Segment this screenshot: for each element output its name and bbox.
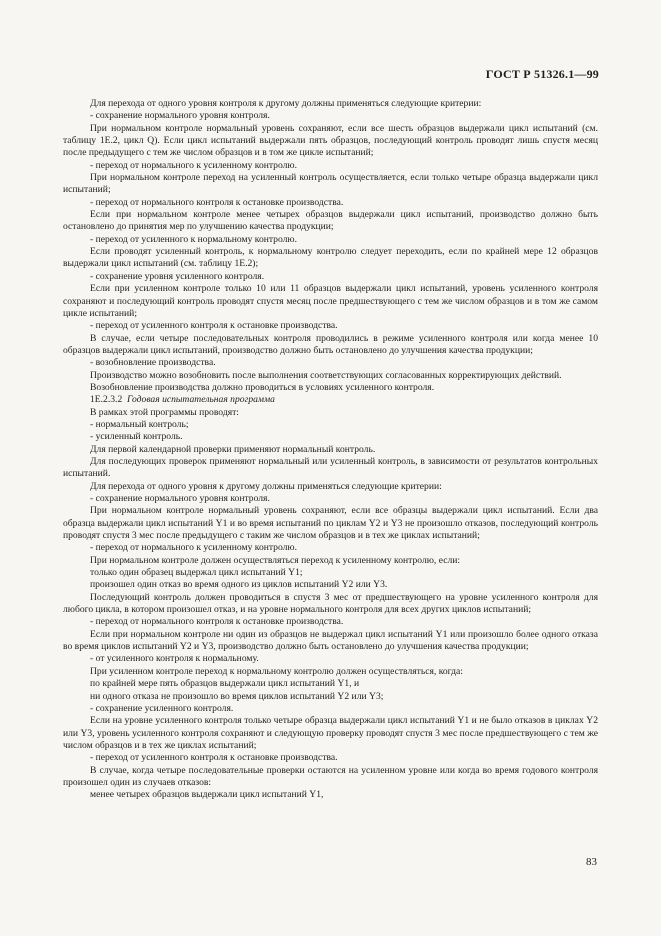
paragraph: - усиленный контроль. bbox=[90, 431, 183, 443]
paragraph: В рамках этой программы проводят: bbox=[90, 406, 239, 418]
paragraph: Для первой календарной проверки применяют нормальный контроль. bbox=[90, 443, 376, 455]
paragraph: Возобновление производства должно проводиться в условиях усиленного контроля. bbox=[90, 381, 435, 393]
paragraph: Если при нормальном контроле ни один из образцов не выдержал цикл испытаний Y1 или произошло более одного отказа во время циклов испытаний Y2 и Y3, производство должно быть остановлено до улучшения качества продукции; bbox=[63, 628, 598, 653]
paragraph: только один образец выдержал цикл испытаний Y1; bbox=[90, 567, 303, 579]
paragraph: В случае, если четыре последовательных контроля проводились в режиме усиленного контроля или когда менее 10 образцов выдержали цикл испытаний, производство должно быть остановлено до улучшения качества продукции; bbox=[63, 332, 598, 356]
paragraph: менее четырех образцов выдержали цикл испытаний Y1, bbox=[90, 789, 324, 801]
paragraph: При нормальном контроле нормальный уровень сохраняют, если все образцы выдержали цикл испытаний. Если два образца выдержали цикл испытаний Y1 и во время испытаний по циклам Y2 и Y3 не произошло отказов, последующий контроль проводят спустя 3 мес после предыдущего с таким же числом образцов и в тех же циклах испытаний; bbox=[63, 505, 598, 542]
paragraph: - переход от нормального к усиленному контролю. bbox=[90, 542, 297, 554]
paragraph: Для перехода от одного уровня к другому должны применяться следующие критерии: bbox=[90, 480, 442, 492]
paragraph: В случае, когда четыре последовательные проверки остаются на усиленном уровне или когда во время годового контроля произошел один из случаев отказов: bbox=[63, 764, 598, 788]
paragraph: - нормальный контроль; bbox=[90, 418, 189, 430]
standard-header: ГОСТ Р 51326.1—99 bbox=[485, 67, 599, 81]
paragraph: по крайней мере пять образцов выдержали цикл испытаний Y1, и bbox=[90, 678, 360, 690]
paragraph: Последующий контроль должен проводиться в спустя 3 мес от предшествующего на уровне усиленного контроля для любого цикла, в котором произошел отказ, и на уровне нормального контроля для всех других циклов испытаний; bbox=[63, 591, 598, 616]
paragraph: - переход от нормального контроля к остановке производства. bbox=[90, 196, 344, 208]
paragraph: Производство можно возобновить после выполнения соответствующих согласованных корректирующих действий. bbox=[90, 369, 562, 381]
paragraph: - переход от нормального к усиленному контролю. bbox=[90, 159, 297, 171]
paragraph: - сохранение уровня усиленного контроля. bbox=[90, 270, 265, 282]
section-number: 1Е.2.3.2 bbox=[90, 394, 123, 406]
paragraph: - сохранение усиленного контроля. bbox=[90, 702, 234, 714]
paragraph: Для последующих проверок применяют нормальный или усиленный контроль, в зависимости от результатов контрольных испытаний. bbox=[63, 455, 598, 480]
paragraph: При нормальном контроле переход на усиленный контроль осуществляется, если только четыре образца выдержали цикл испытаний; bbox=[63, 172, 598, 196]
paragraph: Если при нормальном контроле менее четырех образцов выдержали цикл испытаний, производство должно быть остановлено до принятия мер по улучшению качества продукции; bbox=[63, 209, 598, 233]
paragraph: - переход от усиленного контроля к остановке производства. bbox=[90, 320, 338, 332]
section-title: Годовая испытательная программа bbox=[127, 394, 275, 406]
paragraph: - переход от усиленного к нормальному контролю. bbox=[90, 233, 297, 245]
paragraph: - возобновление производства. bbox=[90, 357, 216, 369]
paragraph: Для перехода от одного уровня контроля к другому должны применяться следующие критерии: bbox=[90, 98, 482, 109]
paragraph: - переход от усиленного контроля к остановке производства. bbox=[90, 752, 338, 764]
paragraph: Если на уровне усиленного контроля только четыре образца выдержали цикл испытаний Y1 и не было отказов в циклах Y2 или Y3, уровень усиленного контроля сохраняют и следующую проверку проводят спустя 3 мес после предшествующего с тем же числом образцов и в тех же циклах испытаний; bbox=[63, 715, 598, 751]
paragraph: ни одного отказа не произошло во время циклов испытаний Y2 или Y3; bbox=[90, 690, 384, 702]
paragraph: - сохранение нормального уровня контроля. bbox=[90, 493, 270, 504]
paragraph: При нормальном контроле должен осуществляться переход к усиленному контролю, если: bbox=[90, 554, 461, 566]
section-heading bbox=[63, 394, 598, 406]
paragraph: произошел один отказ во время одного из циклов испытаний Y2 или Y3. bbox=[90, 579, 388, 591]
page-number: 83 bbox=[586, 856, 597, 868]
paragraph: - сохранение нормального уровня контроля. bbox=[90, 110, 270, 122]
paragraph: Если проводят усиленный контроль, к нормальному контролю следует переходить, если по крайней мере 12 образцов выдержали цикл испытаний (см. таблицу 1Е.2); bbox=[63, 246, 598, 270]
paragraph: - от усиленного контроля к нормальному. bbox=[90, 653, 259, 665]
document-body bbox=[63, 98, 598, 802]
paragraph: - переход от нормального контроля к остановке производства. bbox=[90, 616, 344, 628]
paragraph: При нормальном контроле нормальный уровень сохраняют, если все шесть образцов выдержали цикл испытаний (см. таблицу 1Е.2, цикл Q). Если цикл испытаний выдержали пять образцов, последующий контроль проводят лишь спустя месяц после предыдущего с тем же числом образцов и в том же цикле испытаний; bbox=[63, 122, 598, 159]
paragraph: Если при усиленном контроле только 10 или 11 образцов выдержали цикл испытаний, уровень усиленного контроля сохраняют и последующий контроль проводят спустя месяц после предшествующего с тем же числом образцов и в том же самом цикле испытаний; bbox=[63, 283, 598, 319]
paragraph: При усиленном контроле переход к нормальному контролю должен осуществляться, когда: bbox=[90, 665, 463, 677]
